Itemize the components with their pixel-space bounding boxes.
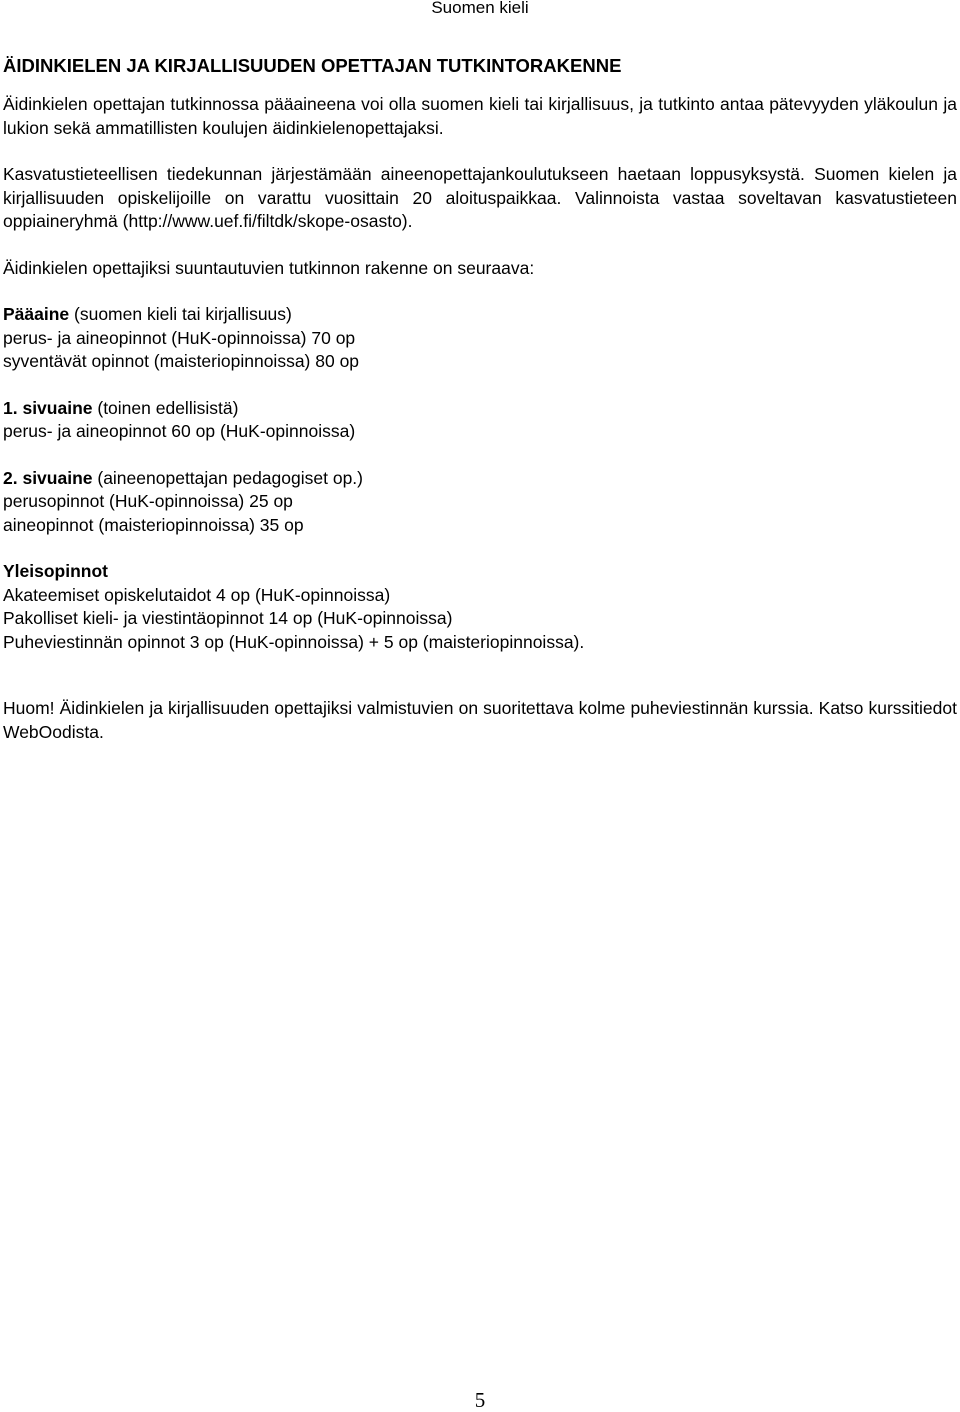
major-subject-block — [3, 303, 957, 374]
page-header: Suomen kieli — [431, 0, 529, 17]
page-number: 5 — [474, 1388, 486, 1412]
general-studies-line: Pakolliset kieli- ja viestintäopinnot 14 op (HuK-opinnoissa) — [3, 608, 453, 628]
intro-paragraph: Äidinkielen opettajan tutkinnossa pääaineena voi olla suomen kieli tai kirjallisuus, ja tutkinto antaa pätevyyden yläkoulun ja lukion sekä ammatillisten koulujen äidinkielenopettajaksi. — [3, 94, 957, 138]
major-subject-line: perus- ja aineopinnot (HuK-opinnoissa) 70 op — [3, 327, 356, 348]
major-subject-line: syventävät opinnot (maisteriopinnoissa) 80 op — [3, 351, 360, 371]
second-minor-label: 2. sivuaine — [3, 467, 93, 488]
major-subject-note: (suomen kieli tai kirjallisuus) — [69, 304, 292, 324]
second-minor-line: aineopinnot (maisteriopinnoissa) 35 op — [3, 514, 304, 535]
major-subject-heading — [3, 303, 957, 327]
document-title: ÄIDINKIELEN JA KIRJALLISUUDEN OPETTAJAN TUTKINTORAKENNE — [3, 55, 622, 76]
first-minor-block — [3, 397, 957, 444]
first-minor-heading — [3, 397, 957, 421]
general-studies-heading: Yleisopinnot — [3, 561, 108, 581]
second-minor-note: (aineenopettajan pedagogiset op.) — [92, 467, 363, 488]
general-studies-line: Puheviestinnän opinnot 3 op (HuK-opinnoissa) + 5 op (maisteriopinnoissa). — [3, 631, 585, 652]
second-minor-block — [3, 467, 957, 538]
major-subject-label: Pääaine — [3, 304, 70, 324]
general-studies-line: Akateemiset opiskelutaidot 4 op (HuK-opinnoissa) — [3, 584, 391, 605]
structure-intro-paragraph: Äidinkielen opettajiksi suuntautuvien tutkinnon rakenne on seuraava: — [3, 257, 535, 278]
first-minor-note: (toinen edellisistä) — [92, 397, 239, 418]
note-paragraph: Huom! Äidinkielen ja kirjallisuuden opettajiksi valmistuvien on suoritettava kolme puheviestinnän kurssia. Katso kurssitiedot WebOodista. — [3, 698, 957, 742]
first-minor-label: 1. sivuaine — [3, 397, 93, 418]
admission-paragraph: Kasvatustieteellisen tiedekunnan järjestämään aineenopettajankoulutukseen haetaan loppusyksystä. Suomen kielen ja kirjallisuuden opiskelijoille on varattu vuosittain 20 aloituspaikkaa. Valinnoista vastaa soveltavan kasvatustieteen oppiaineryhmä (http://www.uef.fi/filtdk/skope-osasto). — [3, 164, 957, 231]
general-studies-block — [3, 560, 957, 654]
document-body — [3, 54, 957, 767]
second-minor-line: perusopinnot (HuK-opinnoissa) 25 op — [3, 491, 293, 511]
second-minor-heading — [3, 467, 957, 491]
first-minor-line: perus- ja aineopinnot 60 op (HuK-opinnoissa) — [3, 421, 356, 441]
